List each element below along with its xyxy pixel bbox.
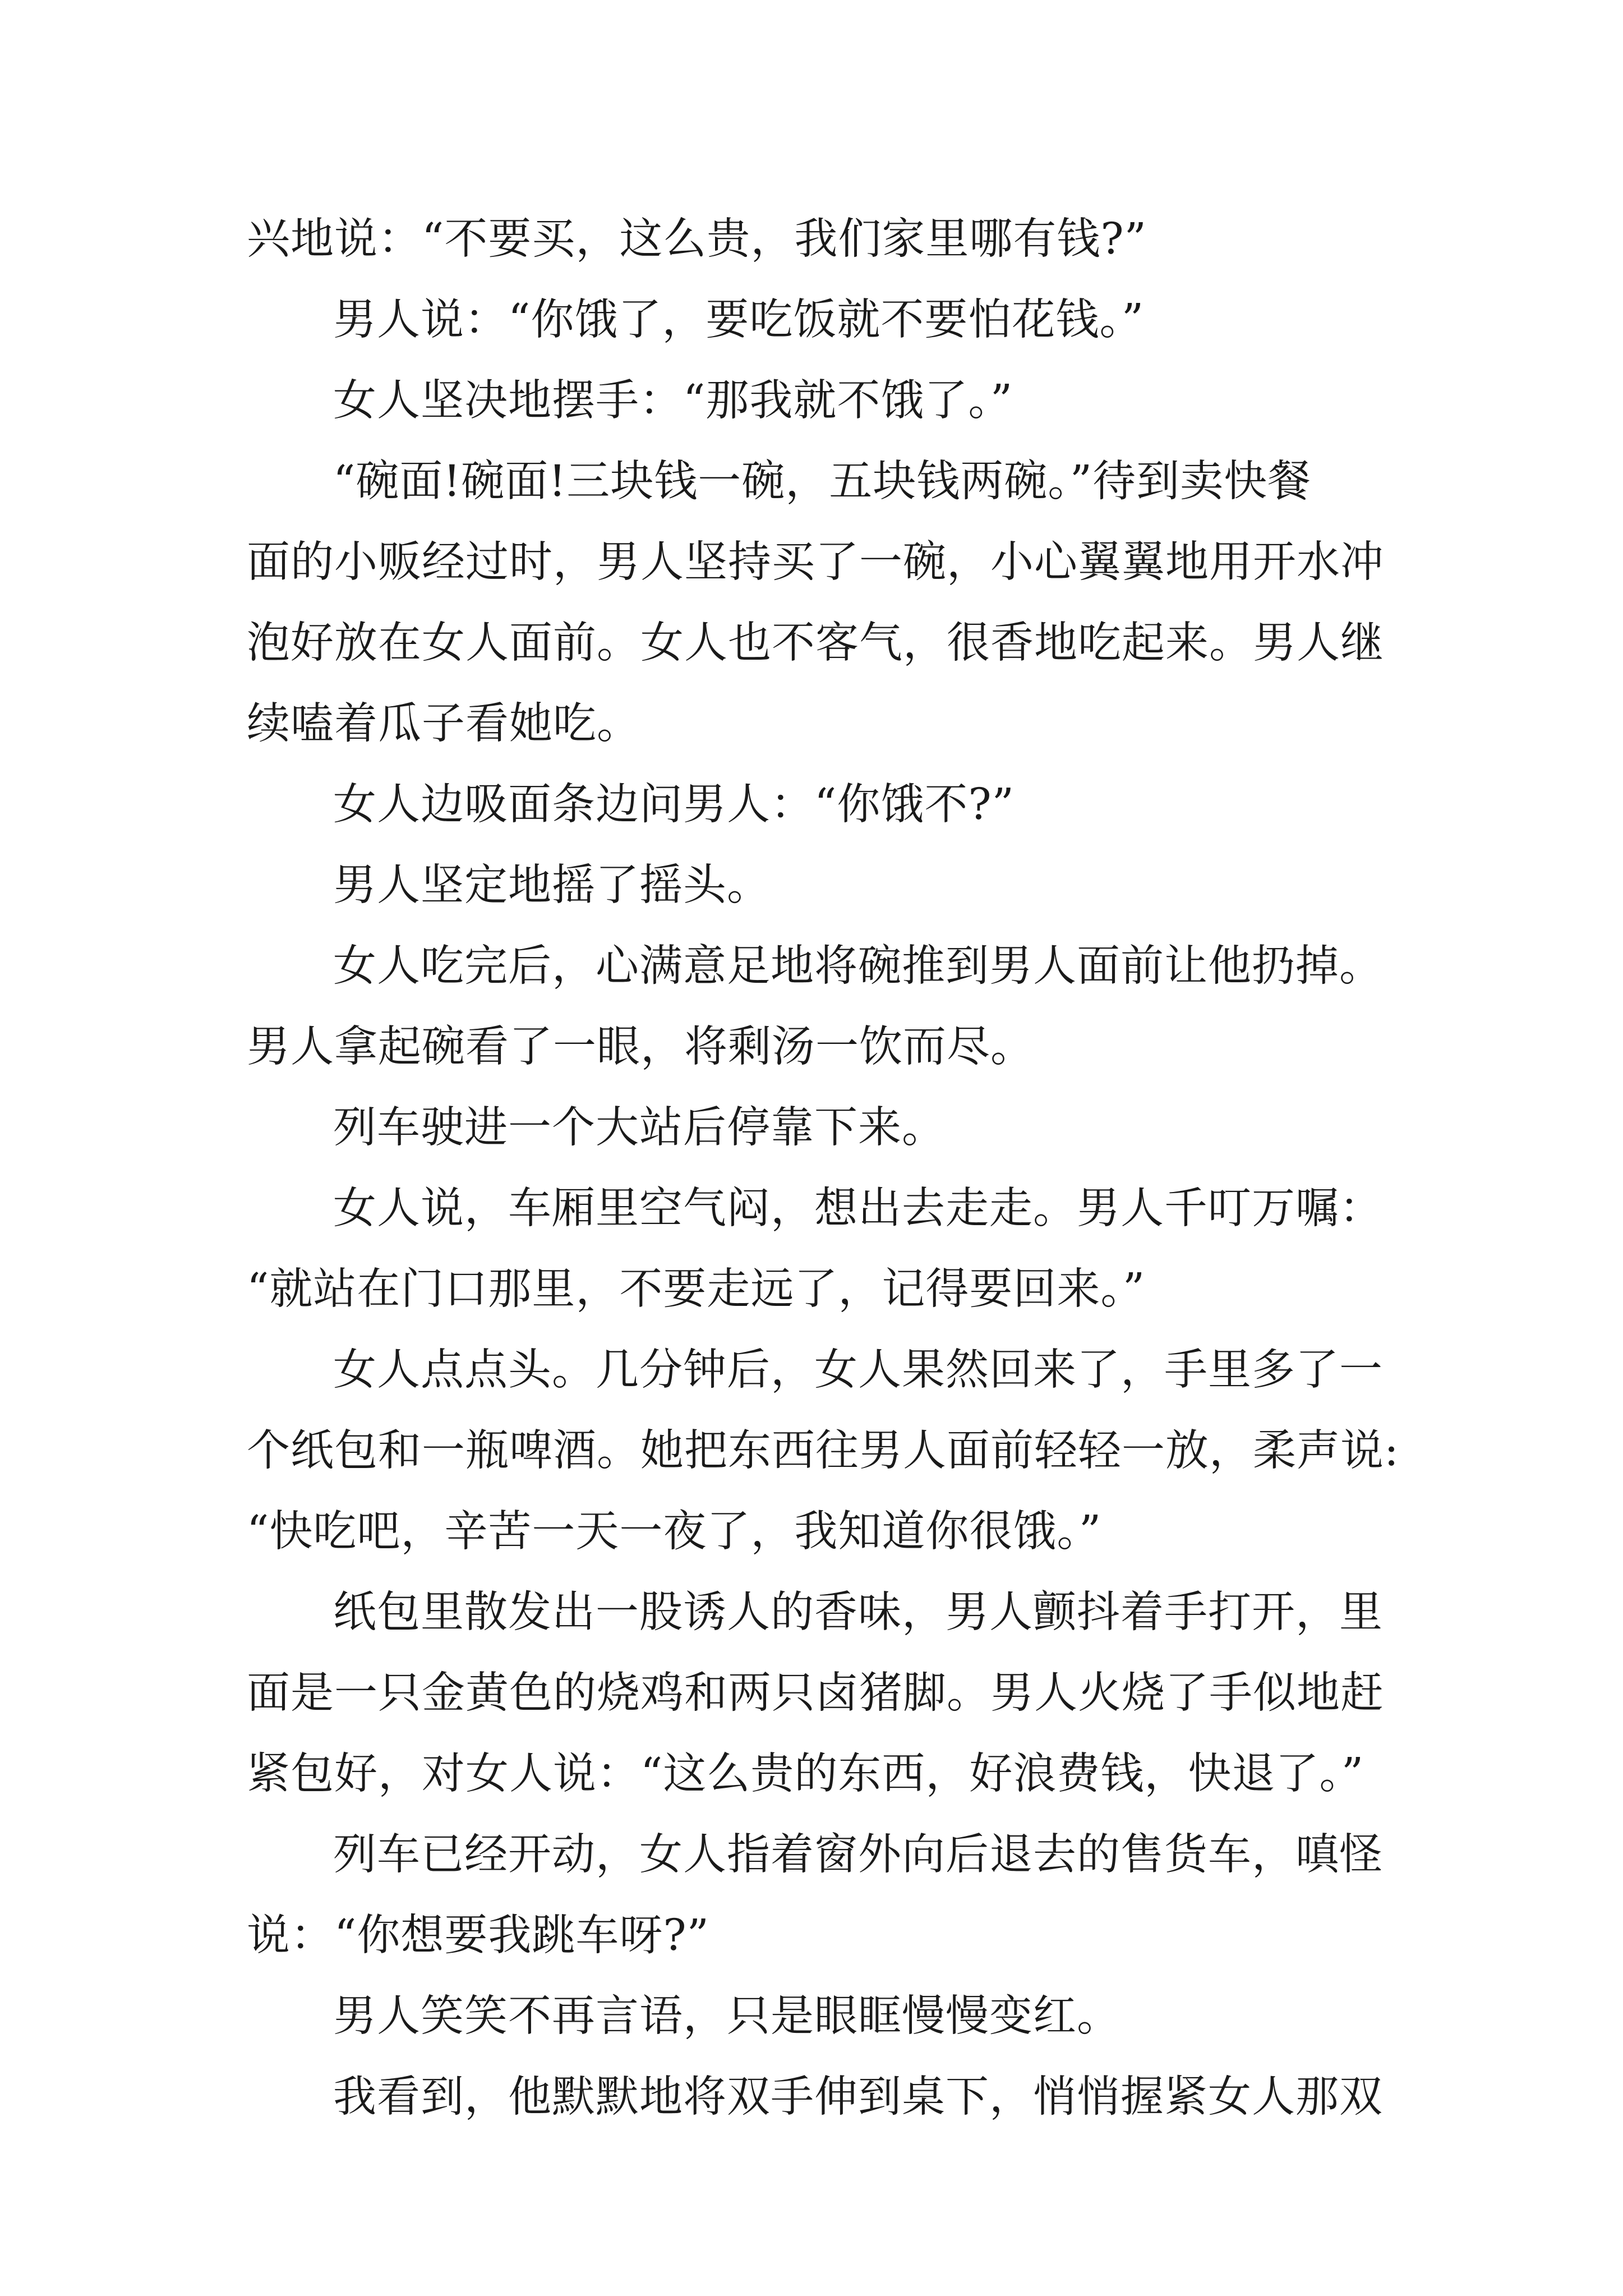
text-line: 面是一只金黄色的烧鸡和两只卤猪脚。男人火烧了手似地赶 (247, 1668, 1384, 1718)
text-line: 兴地说：“不要买，这么贵，我们家里哪有钱?” (247, 214, 1147, 264)
text-line: 男人拿起碗看了一眼，将剩汤一饮而尽。 (247, 1022, 1034, 1072)
text-line: 紧包好，对女人说：“这么贵的东西，好浪费钱，快退了。” (247, 1749, 1364, 1799)
text-line: 女人坚决地摆手：“那我就不饿了。” (333, 376, 1013, 426)
text-line: “就站在门口那里，不要走远了，记得要回来。” (247, 1264, 1146, 1314)
text-line: 面的小贩经过时，男人坚持买了一碗，小心翼翼地用开水冲 (247, 537, 1384, 587)
text-line: 女人吃完后，心满意足地将碗推到男人面前让他扔掉。 (333, 941, 1383, 991)
text-line: 个纸包和一瓶啤酒。她把东西往男人面前轻轻一放，柔声说: (247, 1426, 1399, 1476)
text-line: 女人点点头。几分钟后，女人果然回来了，手里多了一 (333, 1345, 1383, 1395)
text-line: 续嗑着瓜子看她吃。 (247, 699, 640, 749)
text-line: “碗面!碗面!三块钱一碗，五块钱两碗。”待到卖快餐 (333, 457, 1312, 507)
text-line: 我看到，他默默地将双手伸到桌下，悄悄握紧女人那双 (333, 2072, 1383, 2122)
text-line: 女人说，车厢里空气闷，想出去走走。男人千叮万嘱： (333, 1184, 1383, 1234)
text-line: 男人坚定地摇了摇头。 (333, 861, 771, 910)
body-text (247, 199, 1399, 2138)
text-line: 女人边吸面条边问男人：“你饿不?” (333, 780, 1015, 830)
text-line: 纸包里散发出一股诱人的香味，男人颤抖着手打开，里 (333, 1588, 1383, 1637)
text-line: 列车驶进一个大站后停靠下来。 (333, 1103, 946, 1153)
text-line: 列车已经开动，女人指着窗外向后退去的售货车，嗔怪 (333, 1830, 1383, 1880)
text-line: 泡好放在女人面前。女人也不客气，很香地吃起来。男人继 (247, 618, 1384, 668)
text-line: 男人笑笑不再言语，只是眼眶慢慢变红。 (333, 1991, 1121, 2041)
text-line: 男人说：“你饿了，要吃饭就不要怕花钱。” (333, 295, 1145, 345)
text-line: “快吃吧，辛苦一天一夜了，我知道你很饿。” (247, 1507, 1102, 1557)
text-line: 说：“你想要我跳车呀?” (247, 1911, 710, 1961)
